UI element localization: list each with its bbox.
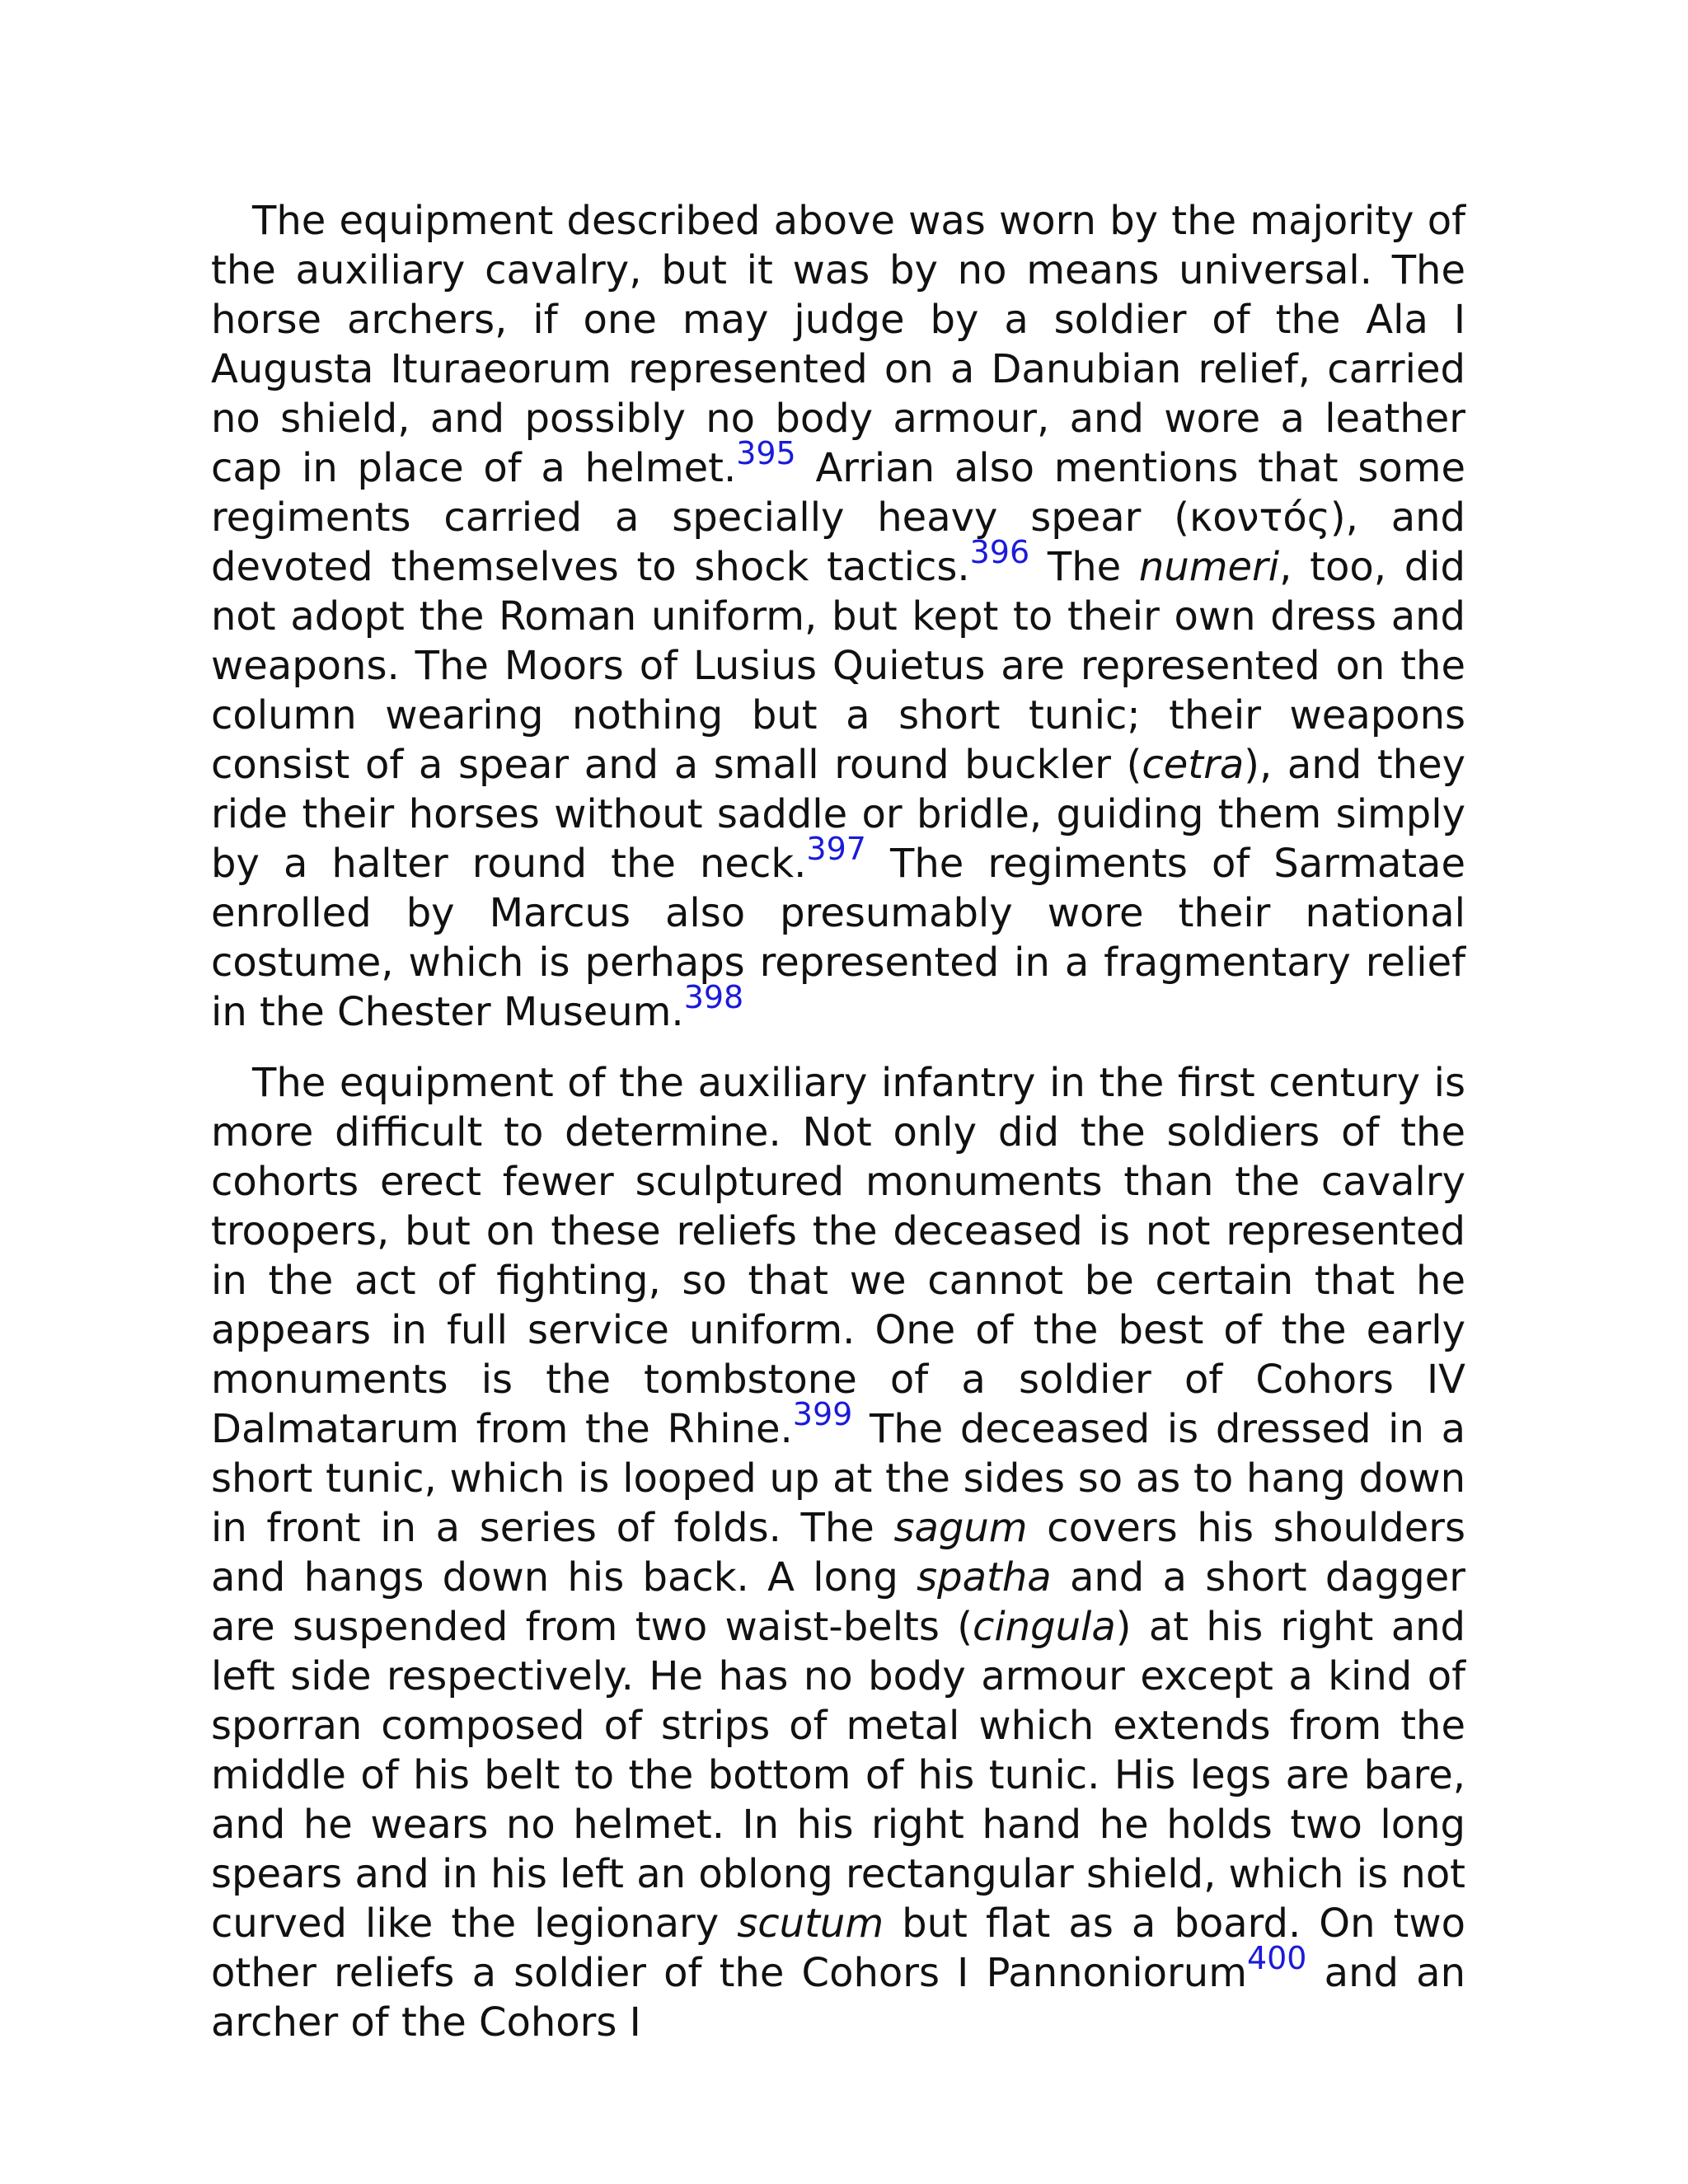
- footnote-link-396[interactable]: 396: [969, 534, 1030, 571]
- italic-term-numeri: numeri: [1138, 544, 1280, 590]
- text-segment: ) at his right and left side respectively. He has no body armour except a kind of sporran composed of strips of metal which extends from the middle of his belt to the bottom of his tunic. His legs are bare, and he wears no helmet. In his right hand he holds two long spears and in his left an oblong rectangular shield, which is not curved like the legionary: [211, 1604, 1466, 1947]
- italic-term-cetra: cetra: [1142, 742, 1245, 788]
- italic-term-scutum: scutum: [737, 1900, 884, 1947]
- text-segment: The deceased is dressed in a short tunic, which is looped up at the sides so as to hang down in front in a series of folds. The: [211, 1406, 1465, 1551]
- text-segment: and a short dagger are suspended from two waist-belts (: [211, 1554, 1465, 1650]
- paragraph-cavalry-equipment: [211, 196, 1465, 1037]
- text-segment: covers his shoulders and hangs down his back. A long: [211, 1505, 1465, 1601]
- italic-term-sagum: sagum: [893, 1505, 1028, 1551]
- text-segment: but flat as a board. On two other reliefs a soldier of the Cohors I Pannoniorum: [211, 1900, 1465, 1996]
- footnote-link-397[interactable]: 397: [806, 831, 866, 868]
- text-segment: The: [1029, 544, 1139, 590]
- text-segment: Arrian also mentions that some regiments carried a specially heavy spear (κοντός), and devoted themselves to shock tactics.: [211, 445, 1465, 590]
- text-segment: and an archer of the Cohors I: [211, 1950, 1465, 2046]
- paragraph-infantry-equipment: [211, 1058, 1465, 2047]
- footnote-link-400[interactable]: 400: [1246, 1940, 1307, 1977]
- italic-term-spatha: spatha: [917, 1554, 1052, 1601]
- footnote-link-399[interactable]: 399: [792, 1396, 853, 1433]
- text-segment: The equipment described above was worn by the majority of the auxiliary cavalry, but it was by no means universal. The horse archers, if one may judge by a soldier of the Ala I Augusta Ituraeorum represented on a Danubian relief, carried no shield, and possibly no body armour, and wore a leather cap in place of a helmet.: [211, 198, 1465, 491]
- text-segment: ), and they ride their horses without saddle or bridle, guiding them simply by a halter round the neck.: [211, 742, 1466, 887]
- footnote-link-398[interactable]: 398: [683, 979, 744, 1016]
- footnote-link-395[interactable]: 395: [736, 435, 796, 472]
- text-segment: The regiments of Sarmatae enrolled by Marcus also presumably wore their national costume, which is perhaps represented in a fragmentary relief in the Chester Museum.: [211, 841, 1465, 1035]
- text-segment: The equipment of the auxiliary infantry in the first century is more difficult to determine. Not only did the soldiers of the cohorts erect fewer sculptured monuments than the cavalry troopers, but on these reliefs the deceased is not represented in the act of fighting, so that we cannot be certain that he appears in full service uniform. One of the best of the early monuments is the tombstone of a soldier of Cohors IV Dalmatarum from the Rhine.: [211, 1060, 1465, 1452]
- document-page: [211, 196, 1465, 2047]
- text-segment: , too, did not adopt the Roman uniform, but kept to their own dress and weapons. The Moors of Lusius Quietus are represented on the column wearing nothing but a short tunic; their weapons consist of a spear and a small round buckler (: [211, 544, 1465, 788]
- italic-term-cingula: cingula: [972, 1604, 1116, 1650]
